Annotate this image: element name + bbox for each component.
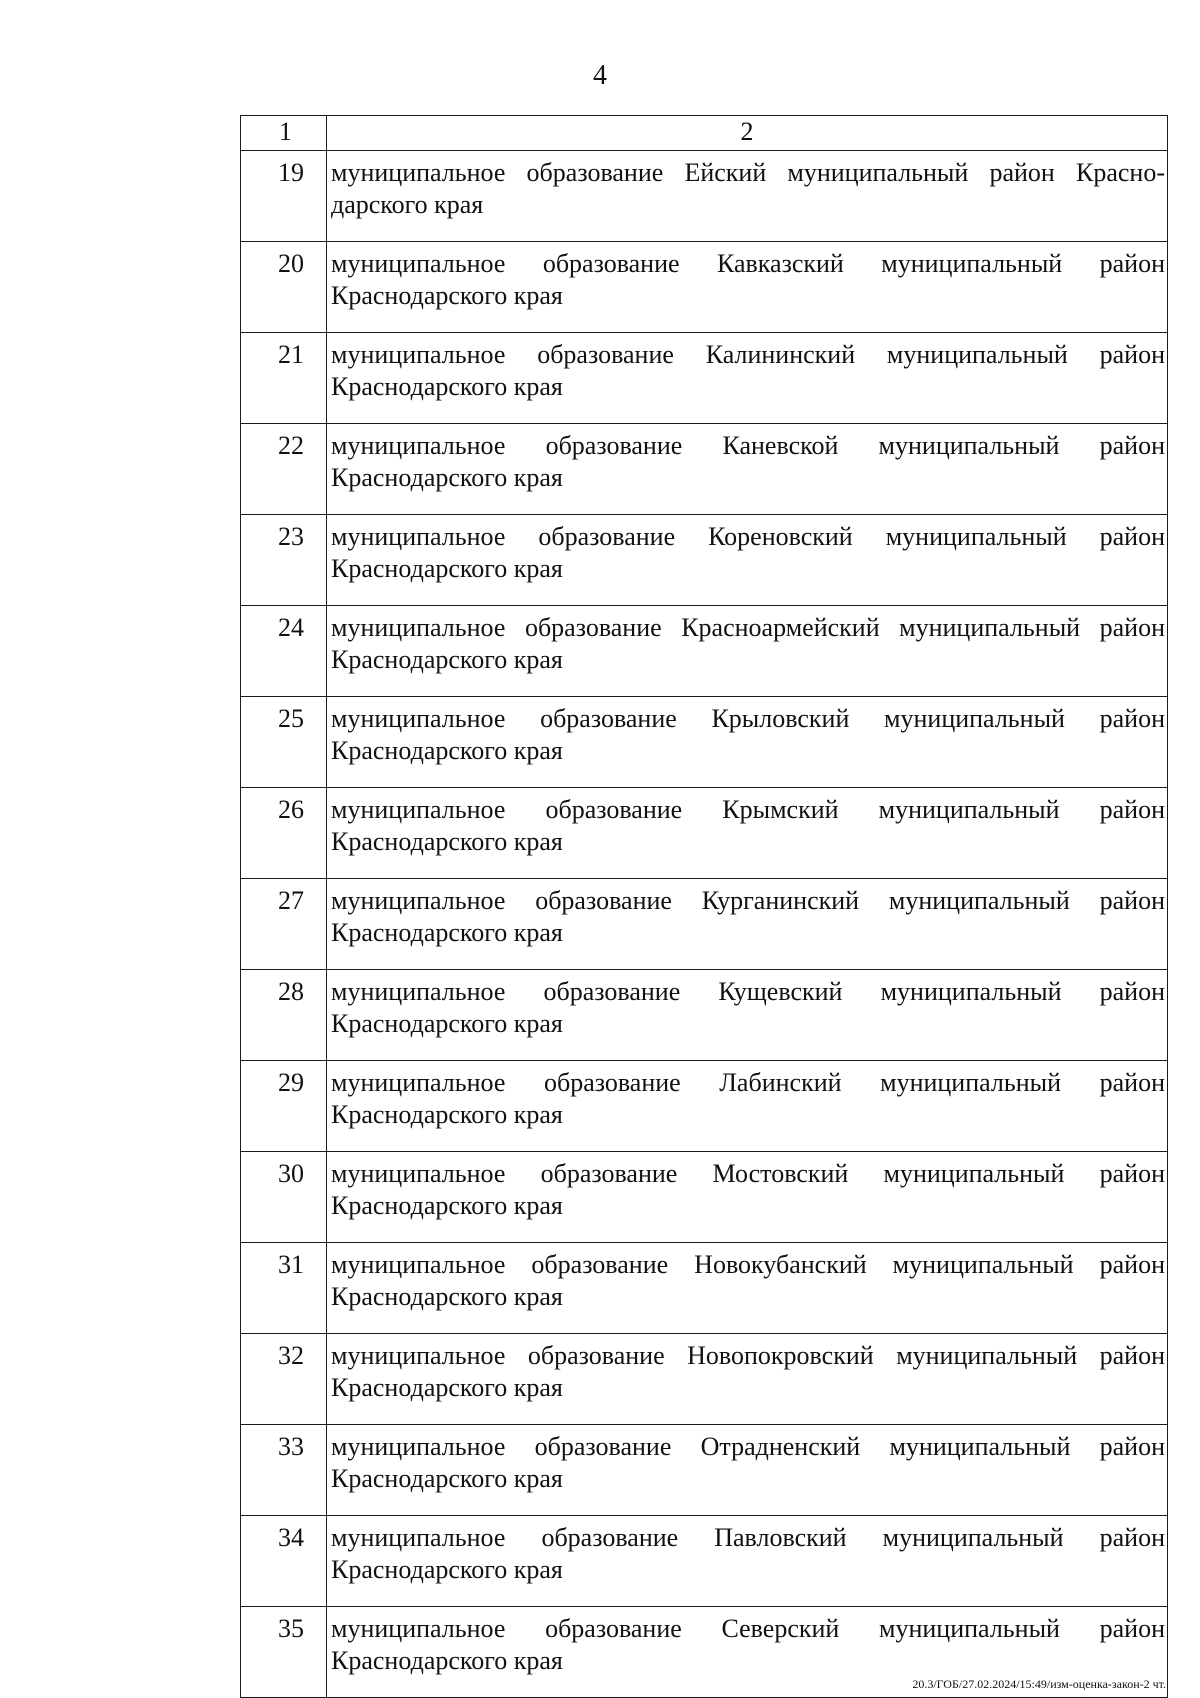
municipality-name-cell: муниципальное образование Ейский муниципальный район Красно-дарского края	[327, 151, 1168, 242]
row-number-cell: 33	[241, 1425, 327, 1516]
document-footer-code: 20.3/ГОБ/27.02.2024/15:49/изм-оценка-закон-2 чт.	[912, 1677, 1166, 1691]
row-number-cell: 31	[241, 1243, 327, 1334]
header-cell-name: 2	[327, 116, 1168, 151]
municipality-name-cell: муниципальное образование Калининский муниципальный район Краснодарского края	[327, 333, 1168, 424]
row-number-cell: 29	[241, 1061, 327, 1152]
municipality-name-cell: муниципальное образование Красноармейский муниципальный район Краснодарского края	[327, 606, 1168, 697]
municipality-name-cell: муниципальное образование Лабинский муниципальный район Краснодарского края	[327, 1061, 1168, 1152]
table-header-row	[241, 116, 1168, 151]
row-number-cell: 22	[241, 424, 327, 515]
municipality-name-cell: муниципальное образование Крыловский муниципальный район Краснодарского края	[327, 697, 1168, 788]
table-row	[241, 697, 1168, 788]
row-number-cell: 23	[241, 515, 327, 606]
row-number-cell: 19	[241, 151, 327, 242]
table-row	[241, 606, 1168, 697]
page-number: 4	[593, 60, 607, 91]
municipality-name-cell: муниципальное образование Каневской муниципальный район Краснодарского края	[327, 424, 1168, 515]
municipality-name-cell: муниципальное образование Крымский муниципальный район Краснодарского края	[327, 788, 1168, 879]
row-number-cell: 25	[241, 697, 327, 788]
table-row	[241, 333, 1168, 424]
table-row	[241, 1425, 1168, 1516]
table-row	[241, 879, 1168, 970]
table-row	[241, 151, 1168, 242]
municipality-name-cell: муниципальное образование Мостовский муниципальный район Краснодарского края	[327, 1152, 1168, 1243]
municipality-name-cell: муниципальное образование Отрадненский муниципальный район Краснодарского края	[327, 1425, 1168, 1516]
table-row	[241, 1334, 1168, 1425]
row-number-cell: 34	[241, 1516, 327, 1607]
row-number-cell: 24	[241, 606, 327, 697]
municipality-name-cell: муниципальное образование Курганинский муниципальный район Краснодарского края	[327, 879, 1168, 970]
municipality-name-cell: муниципальное образование Новокубанский муниципальный район Краснодарского края	[327, 1243, 1168, 1334]
row-number-cell: 28	[241, 970, 327, 1061]
header-cell-number: 1	[241, 116, 327, 151]
row-number-cell: 21	[241, 333, 327, 424]
table-row	[241, 1243, 1168, 1334]
row-number-cell: 20	[241, 242, 327, 333]
table-row	[241, 515, 1168, 606]
table-row	[241, 1152, 1168, 1243]
row-number-cell: 35	[241, 1607, 327, 1698]
municipality-name-cell: муниципальное образование Кавказский муниципальный район Краснодарского края	[327, 242, 1168, 333]
municipality-name-cell: муниципальное образование Кущевский муниципальный район Краснодарского края	[327, 970, 1168, 1061]
table-row	[241, 242, 1168, 333]
row-number-cell: 27	[241, 879, 327, 970]
table-row	[241, 1061, 1168, 1152]
municipality-name-cell: муниципальное образование Кореновский муниципальный район Краснодарского края	[327, 515, 1168, 606]
table-row	[241, 424, 1168, 515]
table-row	[241, 788, 1168, 879]
municipality-name-cell: муниципальное образование Павловский муниципальный район Краснодарского края	[327, 1516, 1168, 1607]
municipality-name-cell: муниципальное образование Северский муниципальный район Краснодарского края	[327, 1607, 1168, 1698]
table-row	[241, 970, 1168, 1061]
municipal-table	[240, 115, 1168, 1698]
table-row	[241, 1516, 1168, 1607]
row-number-cell: 32	[241, 1334, 327, 1425]
municipality-name-cell: муниципальное образование Новопокровский муниципальный район Краснодарского края	[327, 1334, 1168, 1425]
row-number-cell: 26	[241, 788, 327, 879]
row-number-cell: 30	[241, 1152, 327, 1243]
